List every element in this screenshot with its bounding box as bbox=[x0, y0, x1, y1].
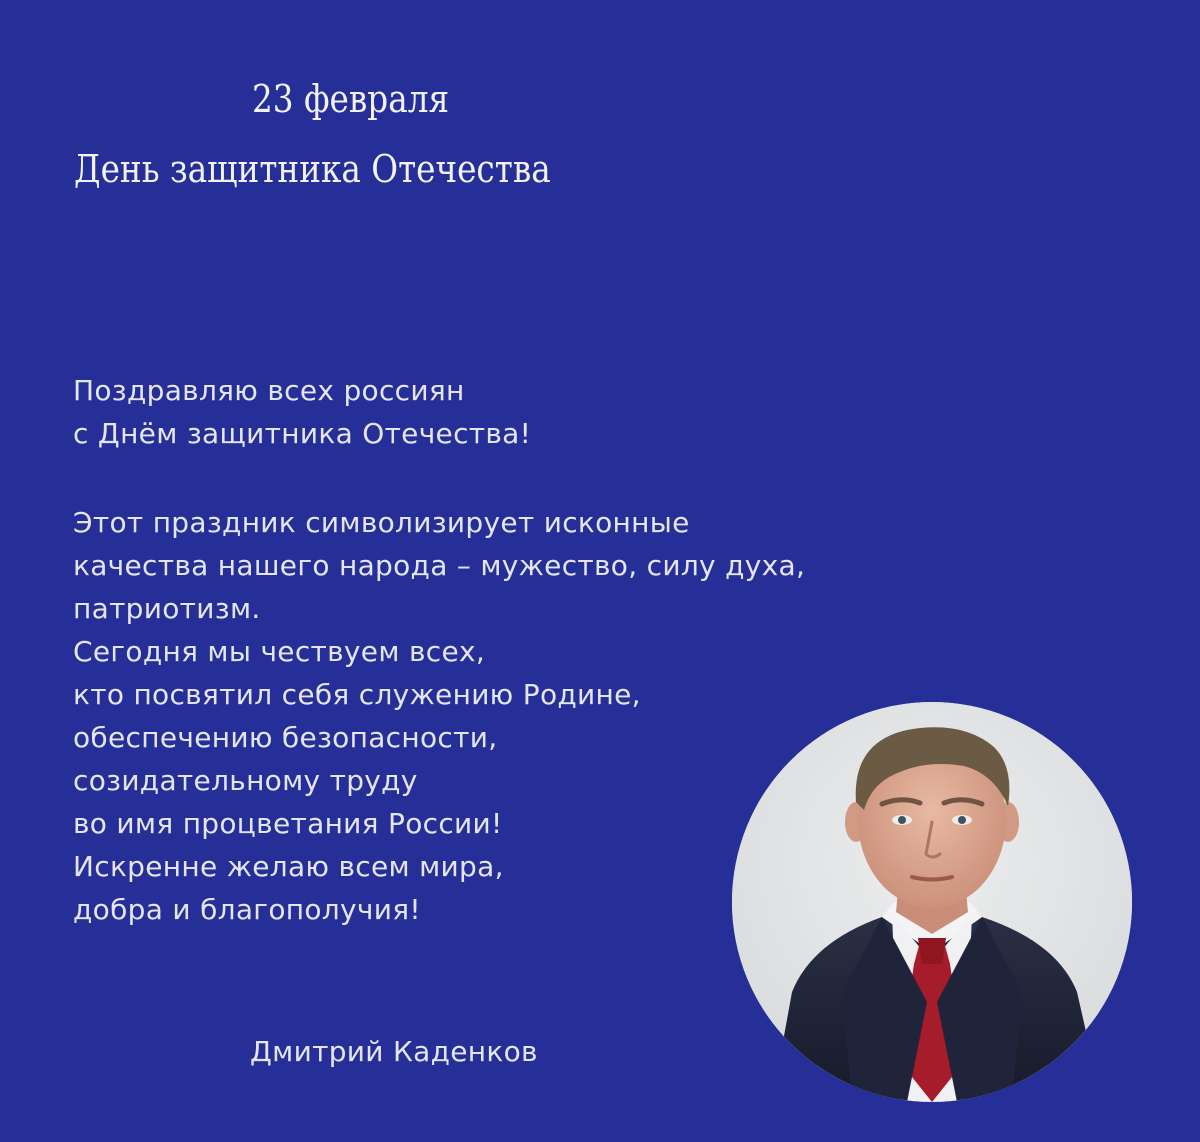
title-holiday: День защитника Отечества bbox=[74, 147, 551, 191]
person-portrait-icon bbox=[732, 702, 1132, 1102]
greeting-line: Поздравляю всех россиян bbox=[73, 374, 465, 407]
body-line: во имя процветания России! bbox=[73, 807, 503, 840]
body-line: Сегодня мы чествуем всех, bbox=[73, 635, 486, 668]
body-line: созидательному труду bbox=[73, 764, 418, 797]
body-line: качества нашего народа – мужество, силу духа, bbox=[73, 549, 806, 582]
portrait-photo bbox=[732, 702, 1132, 1102]
paragraph-gap bbox=[73, 455, 733, 501]
greeting-text bbox=[73, 369, 806, 931]
greeting-line: с Днём защитника Отечества! bbox=[73, 417, 532, 450]
signature-name: Дмитрий Каденков bbox=[250, 1035, 538, 1068]
body-line: патриотизм. bbox=[73, 592, 261, 625]
body-line: Этот праздник символизирует исконные bbox=[73, 506, 690, 539]
body-line: Искренне желаю всем мира, bbox=[73, 850, 504, 883]
body-line: кто посвятил себя служению Родине, bbox=[73, 678, 641, 711]
body-line: добра и благополучия! bbox=[73, 893, 421, 926]
title-date: 23 февраля bbox=[252, 77, 450, 121]
body-line: обеспечению безопасности, bbox=[73, 721, 498, 754]
